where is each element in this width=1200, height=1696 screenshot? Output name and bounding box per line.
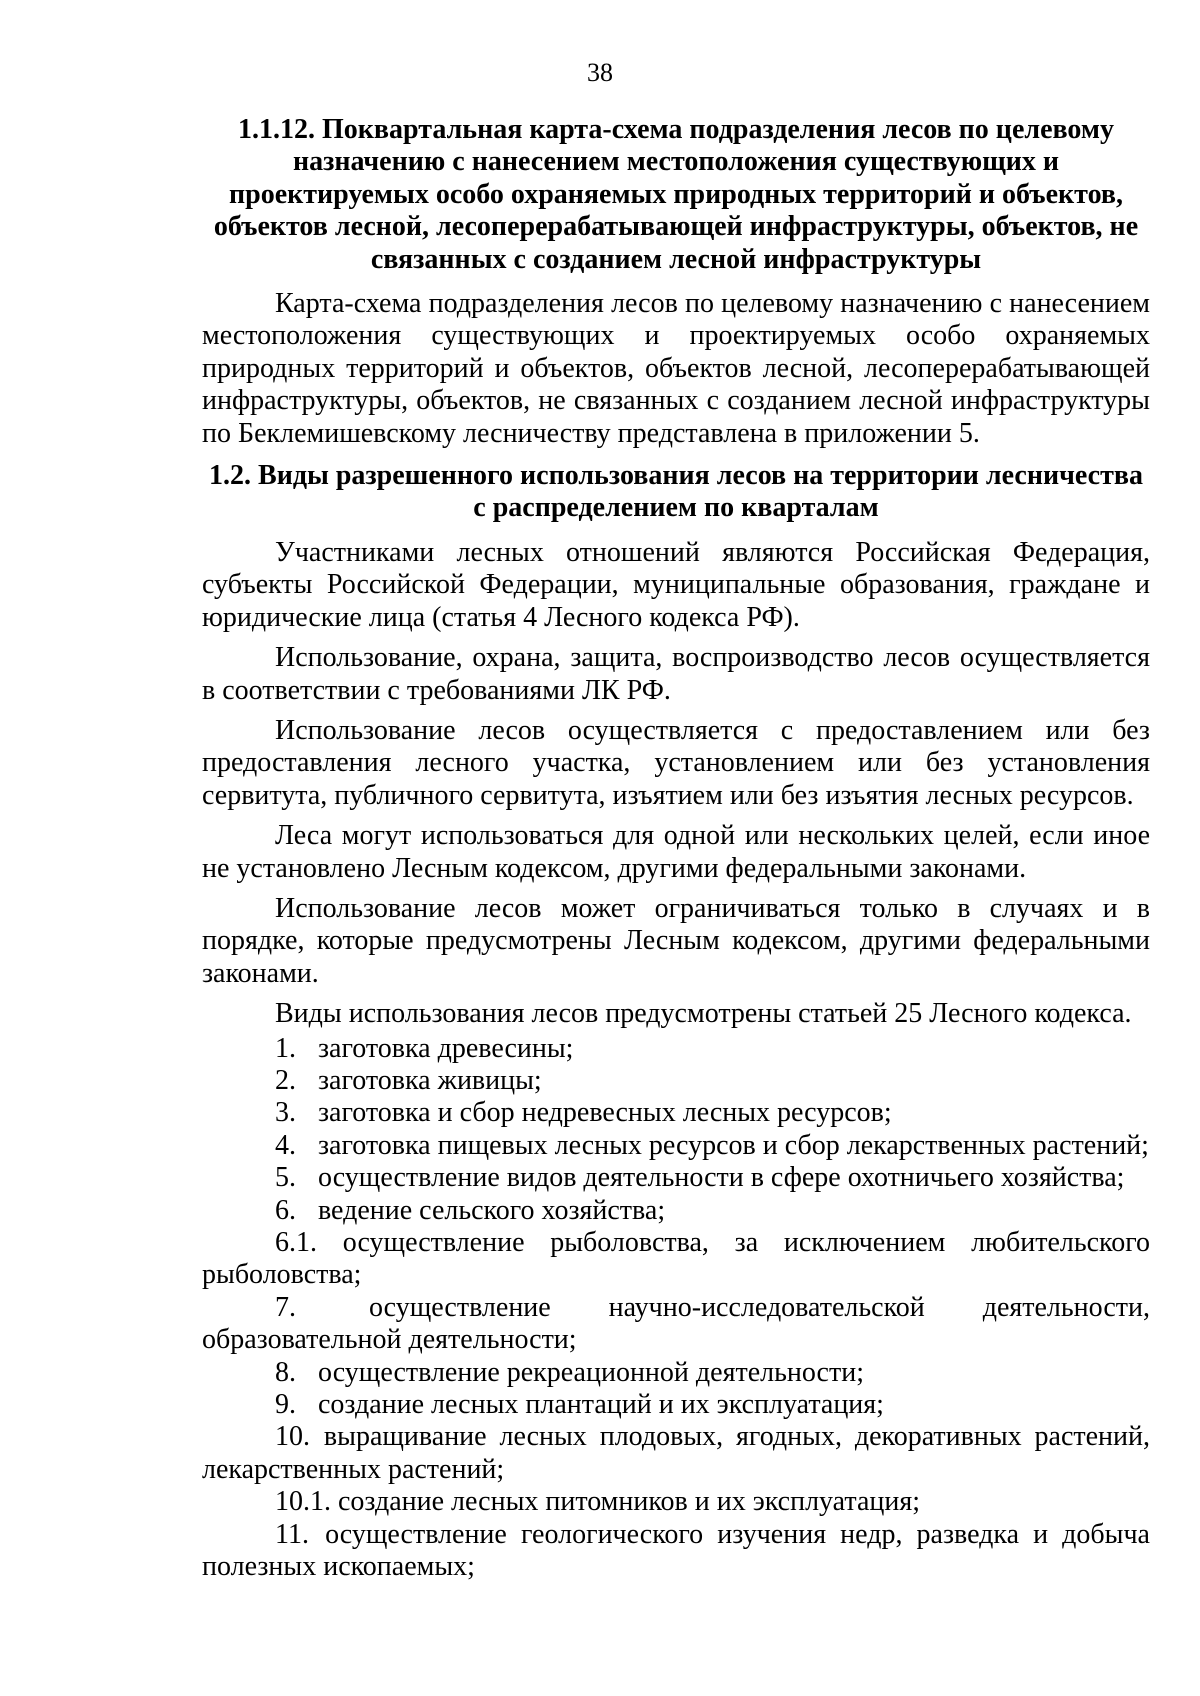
list-item: 3. заготовка и сбор недревесных лесных ресурсов;	[275, 1097, 892, 1129]
paragraph-types-of-use: Виды использования лесов предусмотрены статьей 25 Лесного кодекса.	[275, 998, 1132, 1030]
list-item: 1. заготовка древесины;	[275, 1032, 574, 1064]
paragraph-participants: Участниками лесных отношений являются Российская Федерация, субъекты Российской Федерации, муниципальные образования, граждане и юридические лица (статья 4 Лесного кодекса РФ).	[202, 536, 1150, 633]
list-item: 4. заготовка пищевых лесных ресурсов и сбор лекарственных растений;	[275, 1129, 1149, 1161]
types-of-use-list	[202, 1033, 1150, 1584]
list-item: 11. осуществление геологического изучения недр, разведка и добыча полезных ископаемых;	[202, 1518, 1150, 1583]
list-item: 6.1. осуществление рыболовства, за исключением любительского рыболовства;	[202, 1227, 1151, 1291]
list-item: 8. осуществление рекреационной деятельности;	[275, 1356, 864, 1388]
list-item: 5. осуществление видов деятельности в сфере охотничьего хозяйства;	[275, 1162, 1125, 1194]
list-item: 9. создание лесных плантаций и их эксплуатация;	[275, 1389, 884, 1421]
section-heading-1-2: 1.2. Виды разрешенного использования лесов на территории лесничества с распределением по кварталам	[209, 460, 1143, 524]
page-content	[202, 114, 1150, 1583]
page-number: 38	[587, 58, 613, 87]
list-item: 10. выращивание лесных плодовых, ягодных, декоративных растений, лекарственных растений;	[202, 1421, 1151, 1485]
list-item: 6. ведение сельского хозяйства;	[275, 1194, 666, 1226]
section-1-paragraph: Карта-схема подразделения лесов по целевому назначению с нанесением местоположения существующих и проектируемых особо охраняемых природных территорий и объектов, объектов лесной, лесоперерабатывающей инфраструктуры, объектов, не связанных с созданием лесной инфраструктуры по Беклемишевскому лесничеству представлена в приложении 5.	[202, 288, 1150, 449]
section-heading-1-1-12: 1.1.12. Поквартальная карта-схема подразделения лесов по целевому назначению с нанесением местоположения существующих и проектируемых особо охраняемых природных территорий и объектов, объектов лесной, лесоперерабатывающей инфраструктуры, объектов, не связанных с созданием лесной инфраструктуры	[213, 114, 1139, 275]
list-item: 7. осуществление научно-исследовательской деятельности, образовательной деятельности;	[202, 1291, 1150, 1356]
list-item: 2. заготовка живицы;	[275, 1064, 542, 1096]
paragraph-restrictions: Использование лесов может ограничиваться только в случаях и в порядке, которые предусмотрены Лесным кодексом, другими федеральными законами.	[202, 892, 1150, 989]
paragraph-requirements: Использование, охрана, защита, воспроизводство лесов осуществляется в соответствии с требованиями ЛК РФ.	[202, 642, 1150, 706]
paragraph-use-conditions: Использование лесов осуществляется с предоставлением или без предоставления лесного участка, установлением или без установления сервитута, публичного сервитута, изъятием или без изъятия лесных ресурсов.	[202, 714, 1150, 811]
paragraph-multiple-purposes: Леса могут использоваться для одной или нескольких целей, если иное не установлено Лесным кодексом, другими федеральными законами.	[202, 820, 1150, 884]
list-item: 10.1. создание лесных питомников и их эксплуатация;	[275, 1486, 921, 1518]
